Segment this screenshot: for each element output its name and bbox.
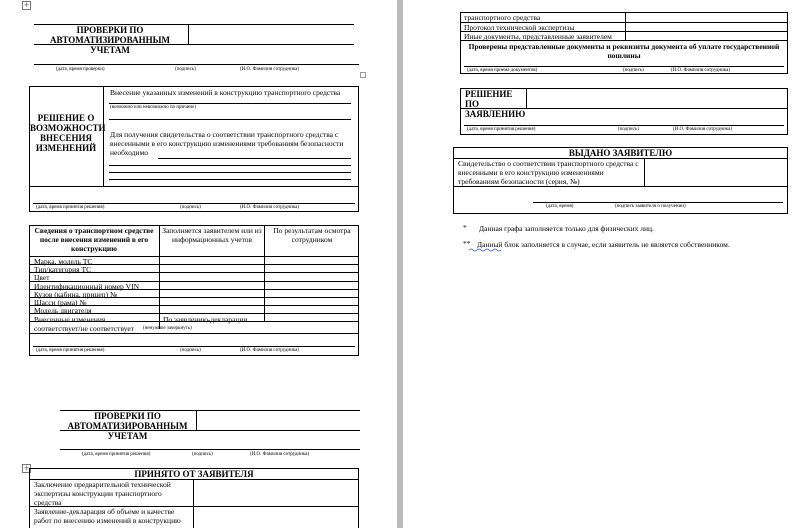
table-row: Цвет	[34, 273, 50, 282]
accepted-title: ПРИНЯТО ОТ ЗАЯВИТЕЛЯ	[134, 469, 254, 479]
footnote-text: Данный блок заполняется в случае, если заявитель не является собственником.	[477, 240, 730, 249]
spellcheck-squiggle-icon	[469, 248, 503, 252]
sig-signature-label: (подпись)	[175, 67, 196, 72]
table-row: Марка, модель ТС	[34, 257, 93, 266]
changes-label: Внесенные изменения	[34, 315, 106, 324]
changes-value: По заявлению-декларации	[163, 315, 248, 324]
table-resize-handle[interactable]	[360, 72, 366, 78]
table-header-inspection: По результатам осмотра сотрудником	[273, 226, 351, 244]
table-move-handle-icon[interactable]: +	[23, 1, 30, 9]
document-page-left	[0, 0, 397, 528]
table-sig-name: (И.О. Фамилия сотрудника)	[240, 348, 300, 353]
application-sig-signature: (подпись)	[618, 127, 639, 132]
documents-sig-name: (И.О. Фамилия сотрудника)	[671, 68, 731, 73]
documents-row: Протокол технической экспертизы	[464, 23, 575, 32]
table-row: Идентификационный номер VIN	[34, 282, 139, 291]
application-sig-date: (дата, время принятия решения)	[467, 127, 536, 132]
accepted-row-2: Заявление-декларация об объеме и качестве работ по внесению изменений в конструкцию	[34, 507, 181, 525]
sig-name-label: (И.О. Фамилия сотрудника)	[240, 67, 300, 72]
issued-title: ВЫДАНО ЗАЯВИТЕЛЮ	[568, 148, 673, 158]
decision-hint: (возможно или невозможно по причине)	[110, 105, 196, 110]
documents-row: транспортного средства	[464, 13, 541, 22]
block2-sig-signature: (подпись)	[192, 452, 213, 457]
decision-sig-signature: (подпись)	[180, 205, 201, 210]
documents-sig-date: (дата, время приема документов)	[467, 68, 538, 73]
block2-sig-name: (И.О. Фамилия сотрудника)	[250, 452, 310, 457]
application-sig-name: (И.О. Фамилия сотрудника)	[673, 127, 733, 132]
footnote-text: Данная графа заполняется только для физических лиц.	[479, 224, 654, 233]
automated-checks-title-2: ПРОВЕРКИ ПО АВТОМАТИЗИРОВАННЫМ УЧЕТАМ	[67, 411, 188, 441]
block2-sig-date: (дата, время принятия решения)	[82, 452, 151, 457]
documents-row: Иные документы, представленные заявителем	[464, 32, 612, 41]
table-row: Модель двигателя	[34, 306, 92, 315]
table-move-handle-icon[interactable]: +	[23, 464, 30, 472]
documents-sig-signature: (подпись)	[623, 68, 644, 73]
table-sig-date: (дата, время принятия решения)	[36, 348, 105, 353]
table-header-applicant: Заполняется заявителем или из информационных учетов	[162, 226, 262, 244]
decision-title: РЕШЕНИЕ О ВОЗМОЖНОСТИ ВНЕСЕНИЯ ИЗМЕНЕНИЙ	[30, 113, 106, 153]
table-row: Тип/категория ТС	[34, 265, 92, 274]
conformity-hint: (ненужное зачеркнуть)	[143, 326, 192, 331]
table-row: Шасси (рама) №	[34, 298, 87, 307]
accepted-row-1: Заключение предварительной технической экспертизы конструкции транспортного средства	[34, 480, 171, 507]
automated-checks-title: ПРОВЕРКИ ПО АВТОМАТИЗИРОВАННЫМ УЧЕТАМ	[50, 25, 170, 55]
decision-line1: Внесение указанных изменений в конструкцию транспортного средства	[110, 88, 341, 97]
decision-sig-date: (дата, время принятия решения)	[36, 205, 105, 210]
application-decision-title: РЕШЕНИЕ ПО ЗАЯВЛЕНИЮ	[465, 89, 526, 119]
footnote-mark: *	[463, 223, 467, 232]
issued-text: Свидетельство о соответствии транспортного средства с внесенными в его конструкцию изменениями требованиям безопасности (серия, №)	[458, 159, 639, 186]
conformity-text: соответствует/не соответствует	[34, 324, 135, 333]
table-row: Кузов (кабина, прицеп) №	[34, 290, 118, 299]
issued-sig-date: (дата, время)	[546, 204, 574, 209]
decision-paragraph: Для получения свидетельства о соответствии транспортного средства с внесенными в его конструкцию изменениями требованиям безопасности необходимо	[110, 130, 344, 157]
document-page-right	[403, 0, 800, 528]
decision-sig-name: (И.О. Фамилия сотрудника)	[240, 205, 300, 210]
sig-date-label: (дата, время проверки)	[56, 67, 105, 72]
table-sig-signature: (подпись)	[180, 348, 201, 353]
issued-sig-applicant: (подпись заявителя о получении)	[615, 204, 686, 209]
table-header-info: Сведения о транспортном средстве после внесения изменений в его конструкцию	[34, 226, 154, 253]
footnote-mark: **	[463, 239, 471, 248]
documents-checked: Проверены представленные документы и реквизиты документа об уплате государственной пошлины	[468, 42, 780, 60]
